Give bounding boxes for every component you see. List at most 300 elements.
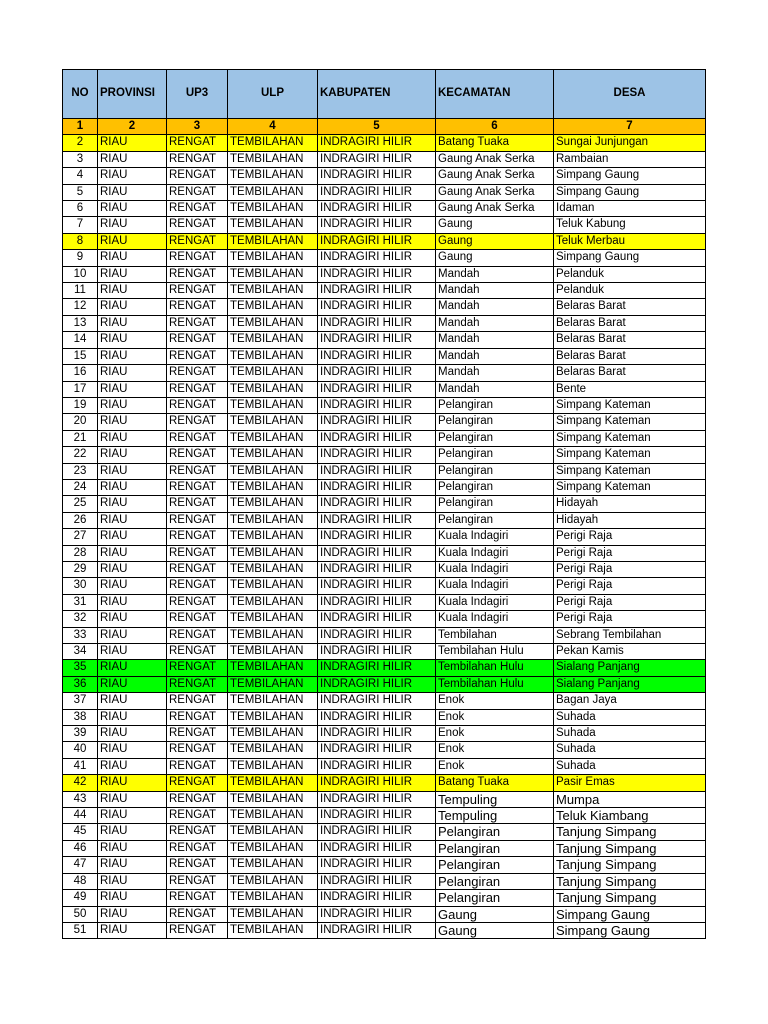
provinsi-cell: RIAU xyxy=(98,578,167,594)
table-row xyxy=(63,676,706,692)
provinsi-cell: RIAU xyxy=(98,348,167,364)
kabupaten-cell: INDRAGIRI HILIR xyxy=(318,381,436,397)
desa-cell: Sungai Junjungan xyxy=(554,135,706,151)
kecamatan-cell: Enok xyxy=(436,709,554,725)
up3-cell: RENGAT xyxy=(167,332,228,348)
kecamatan-cell: Pelangiran xyxy=(436,857,554,873)
desa-cell: Simpang Gaung xyxy=(554,168,706,184)
provinsi-cell: RIAU xyxy=(98,791,167,807)
kecamatan-cell: Kuala Indagiri xyxy=(436,561,554,577)
kabupaten-cell: INDRAGIRI HILIR xyxy=(318,676,436,692)
row-no: 8 xyxy=(63,233,98,249)
kecamatan-cell: Gaung xyxy=(436,233,554,249)
desa-cell: Belaras Barat xyxy=(554,299,706,315)
up3-cell: RENGAT xyxy=(167,758,228,774)
provinsi-cell: RIAU xyxy=(98,512,167,528)
up3-cell: RENGAT xyxy=(167,709,228,725)
provinsi-cell: RIAU xyxy=(98,496,167,512)
table-row xyxy=(63,922,706,938)
ulp-cell: TEMBILAHAN xyxy=(228,726,318,742)
kabupaten-cell: INDRAGIRI HILIR xyxy=(318,808,436,824)
up3-cell: RENGAT xyxy=(167,315,228,331)
kabupaten-cell: INDRAGIRI HILIR xyxy=(318,512,436,528)
ulp-cell: TEMBILAHAN xyxy=(228,873,318,889)
desa-cell: Simpang Gaung xyxy=(554,250,706,266)
kecamatan-cell: Pelangiran xyxy=(436,447,554,463)
kabupaten-cell: INDRAGIRI HILIR xyxy=(318,660,436,676)
kecamatan-cell: Tembilahan Hulu xyxy=(436,660,554,676)
desa-cell: Tanjung Simpang xyxy=(554,857,706,873)
col-header-up3: UP3 xyxy=(167,70,228,119)
up3-cell: RENGAT xyxy=(167,627,228,643)
ulp-cell: TEMBILAHAN xyxy=(228,775,318,791)
provinsi-cell: RIAU xyxy=(98,709,167,725)
ulp-cell: TEMBILAHAN xyxy=(228,430,318,446)
desa-cell: Idaman xyxy=(554,201,706,217)
kecamatan-cell: Kuala Indagiri xyxy=(436,578,554,594)
kecamatan-cell: Tembilahan Hulu xyxy=(436,676,554,692)
kabupaten-cell: INDRAGIRI HILIR xyxy=(318,201,436,217)
kabupaten-cell: INDRAGIRI HILIR xyxy=(318,479,436,495)
kabupaten-cell: INDRAGIRI HILIR xyxy=(318,365,436,381)
kecamatan-cell: Gaung Anak Serka xyxy=(436,184,554,200)
provinsi-cell: RIAU xyxy=(98,529,167,545)
provinsi-cell: RIAU xyxy=(98,545,167,561)
table-row xyxy=(63,578,706,594)
desa-cell: Suhada xyxy=(554,709,706,725)
up3-cell: RENGAT xyxy=(167,791,228,807)
table-row xyxy=(63,594,706,610)
row-no: 39 xyxy=(63,726,98,742)
up3-cell: RENGAT xyxy=(167,873,228,889)
row-no: 43 xyxy=(63,791,98,807)
row-no: 20 xyxy=(63,414,98,430)
kecamatan-cell: Gaung xyxy=(436,250,554,266)
table-row xyxy=(63,808,706,824)
row-no: 38 xyxy=(63,709,98,725)
up3-cell: RENGAT xyxy=(167,906,228,922)
village-table xyxy=(62,69,706,939)
desa-cell: Simpang Kateman xyxy=(554,447,706,463)
row-no: 6 xyxy=(63,201,98,217)
row-no: 37 xyxy=(63,693,98,709)
kabupaten-cell: INDRAGIRI HILIR xyxy=(318,283,436,299)
up3-cell: RENGAT xyxy=(167,545,228,561)
desa-cell: Suhada xyxy=(554,726,706,742)
kabupaten-cell: INDRAGIRI HILIR xyxy=(318,644,436,660)
kabupaten-cell: INDRAGIRI HILIR xyxy=(318,775,436,791)
desa-cell: Simpang Gaung xyxy=(554,922,706,938)
kabupaten-cell: INDRAGIRI HILIR xyxy=(318,922,436,938)
kabupaten-cell: INDRAGIRI HILIR xyxy=(318,545,436,561)
desa-cell: Simpang Gaung xyxy=(554,906,706,922)
table-row xyxy=(63,742,706,758)
row-no: 47 xyxy=(63,857,98,873)
up3-cell: RENGAT xyxy=(167,496,228,512)
kecamatan-cell: Mandah xyxy=(436,381,554,397)
kecamatan-cell: Pelangiran xyxy=(436,840,554,856)
desa-cell: Sialang Panjang xyxy=(554,676,706,692)
ulp-cell: TEMBILAHAN xyxy=(228,808,318,824)
kecamatan-cell: Mandah xyxy=(436,266,554,282)
up3-cell: RENGAT xyxy=(167,168,228,184)
kabupaten-cell: INDRAGIRI HILIR xyxy=(318,266,436,282)
ulp-cell: TEMBILAHAN xyxy=(228,611,318,627)
ulp-cell: TEMBILAHAN xyxy=(228,890,318,906)
kecamatan-cell: Enok xyxy=(436,742,554,758)
row-no: 12 xyxy=(63,299,98,315)
desa-cell: Tanjung Simpang xyxy=(554,824,706,840)
up3-cell: RENGAT xyxy=(167,676,228,692)
provinsi-cell: RIAU xyxy=(98,561,167,577)
up3-cell: RENGAT xyxy=(167,693,228,709)
table-row xyxy=(63,315,706,331)
provinsi-cell: RIAU xyxy=(98,627,167,643)
up3-cell: RENGAT xyxy=(167,742,228,758)
kabupaten-cell: INDRAGIRI HILIR xyxy=(318,594,436,610)
desa-cell: Perigi Raja xyxy=(554,611,706,627)
kabupaten-cell: INDRAGIRI HILIR xyxy=(318,726,436,742)
row-no: 7 xyxy=(63,217,98,233)
ulp-cell: TEMBILAHAN xyxy=(228,644,318,660)
kecamatan-cell: Tembilahan xyxy=(436,627,554,643)
kabupaten-cell: INDRAGIRI HILIR xyxy=(318,430,436,446)
header-row xyxy=(63,70,706,119)
up3-cell: RENGAT xyxy=(167,397,228,413)
col-header-ulp: ULP xyxy=(228,70,318,119)
up3-cell: RENGAT xyxy=(167,840,228,856)
row-no: 19 xyxy=(63,397,98,413)
desa-cell: Simpang Kateman xyxy=(554,414,706,430)
kecamatan-cell: Mandah xyxy=(436,348,554,364)
table-row xyxy=(63,430,706,446)
provinsi-cell: RIAU xyxy=(98,168,167,184)
kecamatan-cell: Pelangiran xyxy=(436,824,554,840)
col-number: 2 xyxy=(98,119,167,135)
col-number: 7 xyxy=(554,119,706,135)
kabupaten-cell: INDRAGIRI HILIR xyxy=(318,135,436,151)
provinsi-cell: RIAU xyxy=(98,250,167,266)
provinsi-cell: RIAU xyxy=(98,775,167,791)
row-no: 51 xyxy=(63,922,98,938)
kecamatan-cell: Tembilahan Hulu xyxy=(436,644,554,660)
provinsi-cell: RIAU xyxy=(98,151,167,167)
ulp-cell: TEMBILAHAN xyxy=(228,135,318,151)
table-row xyxy=(63,151,706,167)
ulp-cell: TEMBILAHAN xyxy=(228,561,318,577)
kecamatan-cell: Pelangiran xyxy=(436,463,554,479)
kabupaten-cell: INDRAGIRI HILIR xyxy=(318,529,436,545)
up3-cell: RENGAT xyxy=(167,299,228,315)
kabupaten-cell: INDRAGIRI HILIR xyxy=(318,578,436,594)
table-row xyxy=(63,135,706,151)
kabupaten-cell: INDRAGIRI HILIR xyxy=(318,561,436,577)
provinsi-cell: RIAU xyxy=(98,611,167,627)
table-row xyxy=(63,890,706,906)
desa-cell: Pelanduk xyxy=(554,283,706,299)
row-no: 35 xyxy=(63,660,98,676)
kecamatan-cell: Mandah xyxy=(436,299,554,315)
table-row xyxy=(63,906,706,922)
kabupaten-cell: INDRAGIRI HILIR xyxy=(318,758,436,774)
provinsi-cell: RIAU xyxy=(98,922,167,938)
kecamatan-cell: Gaung Anak Serka xyxy=(436,151,554,167)
provinsi-cell: RIAU xyxy=(98,676,167,692)
desa-cell: Teluk Kiambang xyxy=(554,808,706,824)
kabupaten-cell: INDRAGIRI HILIR xyxy=(318,233,436,249)
provinsi-cell: RIAU xyxy=(98,414,167,430)
kecamatan-cell: Pelangiran xyxy=(436,496,554,512)
up3-cell: RENGAT xyxy=(167,660,228,676)
table-row xyxy=(63,168,706,184)
kecamatan-cell: Pelangiran xyxy=(436,890,554,906)
row-no: 26 xyxy=(63,512,98,528)
up3-cell: RENGAT xyxy=(167,217,228,233)
desa-cell: Bagan Jaya xyxy=(554,693,706,709)
kabupaten-cell: INDRAGIRI HILIR xyxy=(318,414,436,430)
ulp-cell: TEMBILAHAN xyxy=(228,906,318,922)
provinsi-cell: RIAU xyxy=(98,726,167,742)
row-no: 50 xyxy=(63,906,98,922)
kecamatan-cell: Kuala Indagiri xyxy=(436,529,554,545)
ulp-cell: TEMBILAHAN xyxy=(228,824,318,840)
provinsi-cell: RIAU xyxy=(98,447,167,463)
row-no: 23 xyxy=(63,463,98,479)
ulp-cell: TEMBILAHAN xyxy=(228,217,318,233)
table-row xyxy=(63,381,706,397)
provinsi-cell: RIAU xyxy=(98,890,167,906)
table-row xyxy=(63,561,706,577)
row-no: 27 xyxy=(63,529,98,545)
desa-cell: Pelanduk xyxy=(554,266,706,282)
up3-cell: RENGAT xyxy=(167,266,228,282)
kabupaten-cell: INDRAGIRI HILIR xyxy=(318,840,436,856)
up3-cell: RENGAT xyxy=(167,594,228,610)
up3-cell: RENGAT xyxy=(167,922,228,938)
kecamatan-cell: Kuala Indagiri xyxy=(436,611,554,627)
table-row xyxy=(63,233,706,249)
ulp-cell: TEMBILAHAN xyxy=(228,529,318,545)
row-no: 3 xyxy=(63,151,98,167)
desa-cell: Belaras Barat xyxy=(554,332,706,348)
row-no: 24 xyxy=(63,479,98,495)
desa-cell: Bente xyxy=(554,381,706,397)
ulp-cell: TEMBILAHAN xyxy=(228,201,318,217)
kabupaten-cell: INDRAGIRI HILIR xyxy=(318,709,436,725)
desa-cell: Perigi Raja xyxy=(554,529,706,545)
up3-cell: RENGAT xyxy=(167,890,228,906)
table-row xyxy=(63,709,706,725)
provinsi-cell: RIAU xyxy=(98,201,167,217)
ulp-cell: TEMBILAHAN xyxy=(228,791,318,807)
ulp-cell: TEMBILAHAN xyxy=(228,299,318,315)
row-no: 31 xyxy=(63,594,98,610)
kabupaten-cell: INDRAGIRI HILIR xyxy=(318,611,436,627)
table-row xyxy=(63,545,706,561)
col-number: 1 xyxy=(63,119,98,135)
table-row xyxy=(63,479,706,495)
kabupaten-cell: INDRAGIRI HILIR xyxy=(318,463,436,479)
ulp-cell: TEMBILAHAN xyxy=(228,414,318,430)
kabupaten-cell: INDRAGIRI HILIR xyxy=(318,299,436,315)
desa-cell: Perigi Raja xyxy=(554,578,706,594)
desa-cell: Hidayah xyxy=(554,496,706,512)
row-no: 15 xyxy=(63,348,98,364)
desa-cell: Sialang Panjang xyxy=(554,660,706,676)
kabupaten-cell: INDRAGIRI HILIR xyxy=(318,906,436,922)
up3-cell: RENGAT xyxy=(167,283,228,299)
table-row xyxy=(63,496,706,512)
kabupaten-cell: INDRAGIRI HILIR xyxy=(318,332,436,348)
row-no: 9 xyxy=(63,250,98,266)
up3-cell: RENGAT xyxy=(167,201,228,217)
table-row xyxy=(63,217,706,233)
kabupaten-cell: INDRAGIRI HILIR xyxy=(318,627,436,643)
table-row xyxy=(63,397,706,413)
desa-cell: Simpang Kateman xyxy=(554,430,706,446)
kabupaten-cell: INDRAGIRI HILIR xyxy=(318,348,436,364)
provinsi-cell: RIAU xyxy=(98,840,167,856)
row-no: 46 xyxy=(63,840,98,856)
table-row xyxy=(63,660,706,676)
provinsi-cell: RIAU xyxy=(98,906,167,922)
ulp-cell: TEMBILAHAN xyxy=(228,922,318,938)
kecamatan-cell: Enok xyxy=(436,693,554,709)
up3-cell: RENGAT xyxy=(167,578,228,594)
table-row xyxy=(63,447,706,463)
ulp-cell: TEMBILAHAN xyxy=(228,594,318,610)
desa-cell: Simpang Kateman xyxy=(554,479,706,495)
kabupaten-cell: INDRAGIRI HILIR xyxy=(318,824,436,840)
ulp-cell: TEMBILAHAN xyxy=(228,397,318,413)
kecamatan-cell: Pelangiran xyxy=(436,479,554,495)
desa-cell: Belaras Barat xyxy=(554,315,706,331)
table-row xyxy=(63,414,706,430)
kecamatan-cell: Pelangiran xyxy=(436,397,554,413)
row-no: 48 xyxy=(63,873,98,889)
table-row xyxy=(63,266,706,282)
row-no: 42 xyxy=(63,775,98,791)
table-row xyxy=(63,611,706,627)
provinsi-cell: RIAU xyxy=(98,299,167,315)
row-no: 34 xyxy=(63,644,98,660)
provinsi-cell: RIAU xyxy=(98,758,167,774)
desa-cell: Teluk Kabung xyxy=(554,217,706,233)
kecamatan-cell: Gaung xyxy=(436,217,554,233)
table-row xyxy=(63,693,706,709)
kabupaten-cell: INDRAGIRI HILIR xyxy=(318,890,436,906)
desa-cell: Suhada xyxy=(554,758,706,774)
ulp-cell: TEMBILAHAN xyxy=(228,512,318,528)
ulp-cell: TEMBILAHAN xyxy=(228,496,318,512)
row-no: 13 xyxy=(63,315,98,331)
ulp-cell: TEMBILAHAN xyxy=(228,233,318,249)
provinsi-cell: RIAU xyxy=(98,184,167,200)
kecamatan-cell: Enok xyxy=(436,726,554,742)
up3-cell: RENGAT xyxy=(167,463,228,479)
provinsi-cell: RIAU xyxy=(98,365,167,381)
table-row xyxy=(63,463,706,479)
up3-cell: RENGAT xyxy=(167,151,228,167)
kecamatan-cell: Mandah xyxy=(436,332,554,348)
col-number: 6 xyxy=(436,119,554,135)
col-number: 5 xyxy=(318,119,436,135)
ulp-cell: TEMBILAHAN xyxy=(228,348,318,364)
up3-cell: RENGAT xyxy=(167,365,228,381)
provinsi-cell: RIAU xyxy=(98,742,167,758)
ulp-cell: TEMBILAHAN xyxy=(228,283,318,299)
desa-cell: Belaras Barat xyxy=(554,365,706,381)
provinsi-cell: RIAU xyxy=(98,430,167,446)
kabupaten-cell: INDRAGIRI HILIR xyxy=(318,873,436,889)
kabupaten-cell: INDRAGIRI HILIR xyxy=(318,496,436,512)
up3-cell: RENGAT xyxy=(167,857,228,873)
ulp-cell: TEMBILAHAN xyxy=(228,840,318,856)
row-no: 45 xyxy=(63,824,98,840)
ulp-cell: TEMBILAHAN xyxy=(228,463,318,479)
up3-cell: RENGAT xyxy=(167,348,228,364)
row-no: 5 xyxy=(63,184,98,200)
table-row xyxy=(63,348,706,364)
desa-cell: Teluk Merbau xyxy=(554,233,706,249)
desa-cell: Suhada xyxy=(554,742,706,758)
desa-cell: Simpang Kateman xyxy=(554,463,706,479)
provinsi-cell: RIAU xyxy=(98,644,167,660)
up3-cell: RENGAT xyxy=(167,250,228,266)
ulp-cell: TEMBILAHAN xyxy=(228,184,318,200)
kabupaten-cell: INDRAGIRI HILIR xyxy=(318,447,436,463)
table-row xyxy=(63,840,706,856)
row-no: 21 xyxy=(63,430,98,446)
kecamatan-cell: Tempuling xyxy=(436,791,554,807)
provinsi-cell: RIAU xyxy=(98,315,167,331)
up3-cell: RENGAT xyxy=(167,775,228,791)
provinsi-cell: RIAU xyxy=(98,873,167,889)
provinsi-cell: RIAU xyxy=(98,217,167,233)
table-row xyxy=(63,824,706,840)
row-no: 2 xyxy=(63,135,98,151)
kecamatan-cell: Kuala Indagiri xyxy=(436,545,554,561)
kabupaten-cell: INDRAGIRI HILIR xyxy=(318,397,436,413)
desa-cell: Pasir Emas xyxy=(554,775,706,791)
desa-cell: Simpang Gaung xyxy=(554,184,706,200)
provinsi-cell: RIAU xyxy=(98,693,167,709)
ulp-cell: TEMBILAHAN xyxy=(228,381,318,397)
desa-cell: Tanjung Simpang xyxy=(554,840,706,856)
up3-cell: RENGAT xyxy=(167,430,228,446)
table-row xyxy=(63,365,706,381)
ulp-cell: TEMBILAHAN xyxy=(228,660,318,676)
provinsi-cell: RIAU xyxy=(98,808,167,824)
col-header-kecamatan: KECAMATAN xyxy=(436,70,554,119)
row-no: 25 xyxy=(63,496,98,512)
up3-cell: RENGAT xyxy=(167,512,228,528)
kabupaten-cell: INDRAGIRI HILIR xyxy=(318,217,436,233)
row-no: 11 xyxy=(63,283,98,299)
table-row xyxy=(63,201,706,217)
kabupaten-cell: INDRAGIRI HILIR xyxy=(318,693,436,709)
table-row xyxy=(63,758,706,774)
up3-cell: RENGAT xyxy=(167,381,228,397)
row-no: 17 xyxy=(63,381,98,397)
row-no: 44 xyxy=(63,808,98,824)
provinsi-cell: RIAU xyxy=(98,233,167,249)
ulp-cell: TEMBILAHAN xyxy=(228,742,318,758)
col-number: 3 xyxy=(167,119,228,135)
desa-cell: Tanjung Simpang xyxy=(554,890,706,906)
ulp-cell: TEMBILAHAN xyxy=(228,627,318,643)
desa-cell: Sebrang Tembilahan xyxy=(554,627,706,643)
